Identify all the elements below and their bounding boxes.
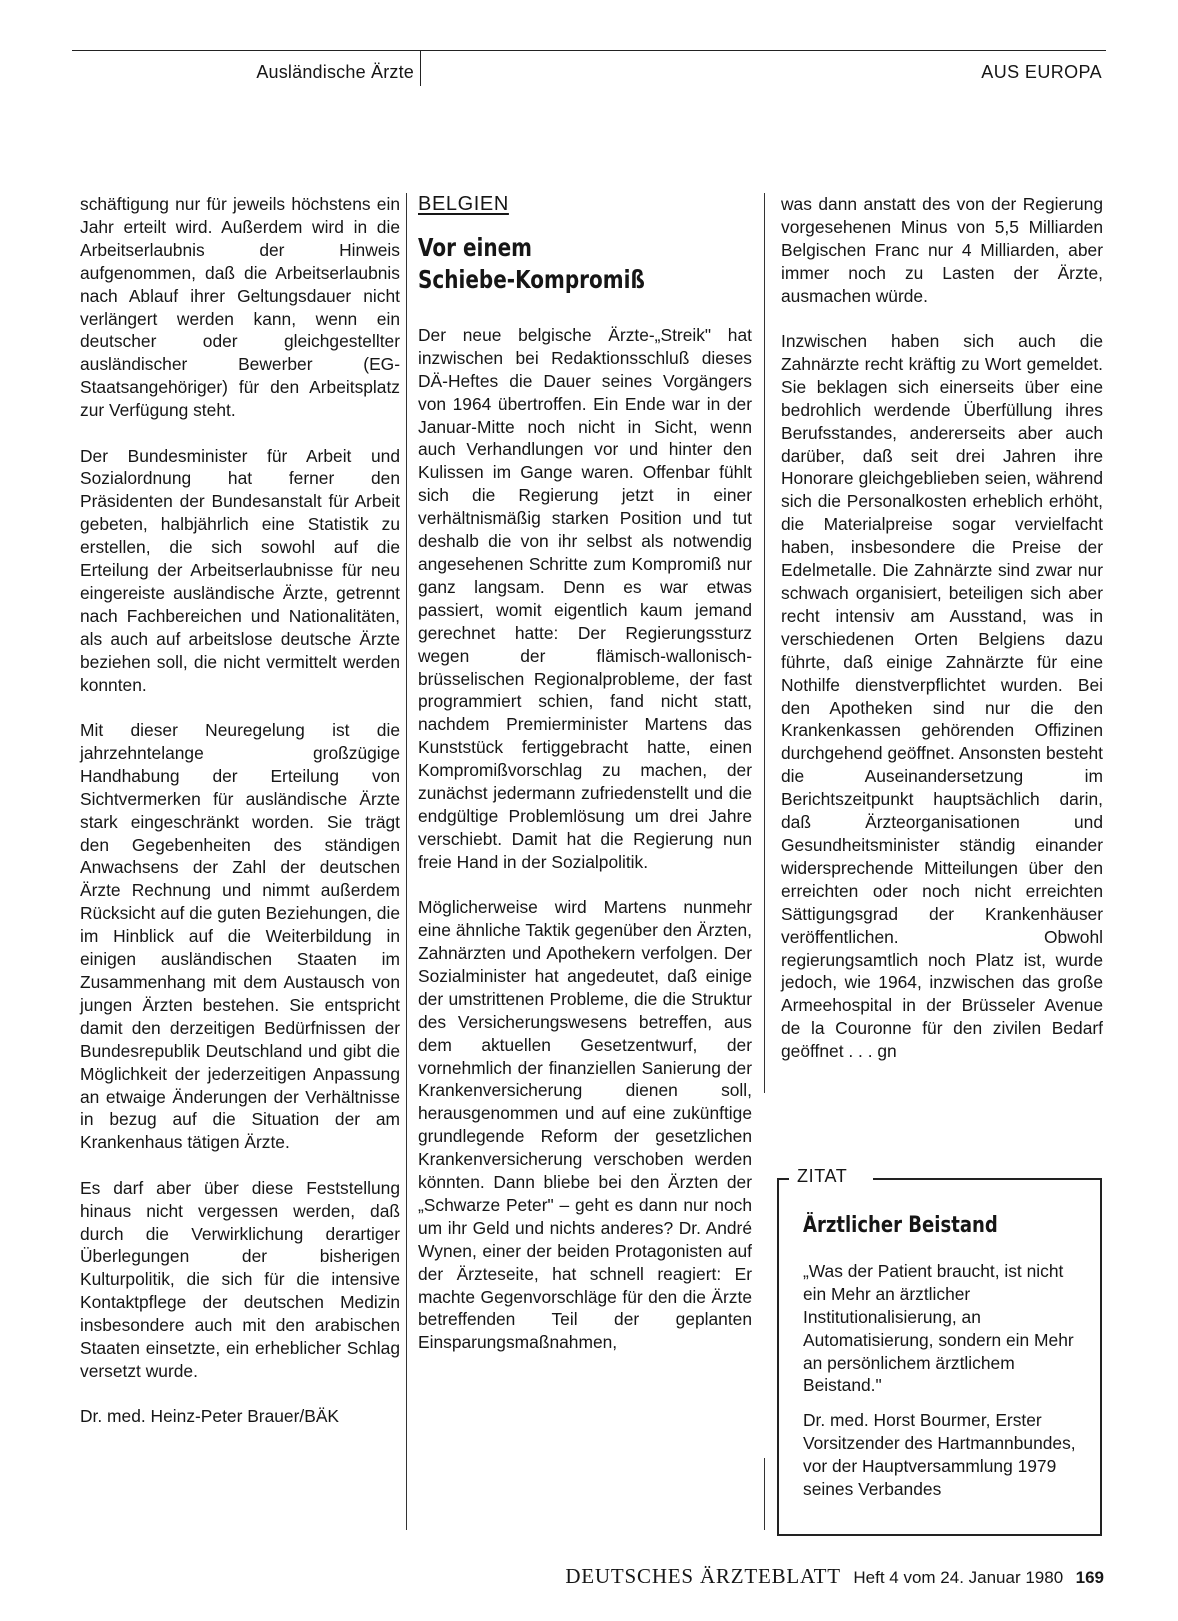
header-rule [72,50,1106,51]
col1-paragraph-3: Mit dieser Neuregelung ist die jahrzehntelange großzügige Handhabung der Erteilung von Sichtvermerken für ausländische Ärzte stark eingeschränkt worden. Sie trägt den Gegebenheiten des ständigen Anwachsens der Zahl der deutschen Ärzte Rechnung und nimmt außerdem Rücksicht auf die guten Beziehungen, die im Hinblick auf die Weiterbildung in einigen ausländischen Staaten im Zusammenhang mit dem Austausch von jungen Ärzten bestehen. Sie entspricht damit den derzeitigen Bedürfnissen der Bundesrepublik Deutschland und gibt die Möglichkeit der jederzeitigen Anpassung an etwaige Änderungen der Verhältnisse in bezug auf die Situation der am Krankenhaus tätigen Ärzte. [80,720,401,1153]
column-2 [418,193,752,1377]
col2-paragraph-2: Möglicherweise wird Martens nunmehr eine ähnliche Taktik gegenüber den Ärzten, Zahnärzten und Apothekern verfolgen. Der Sozialminister hat angedeutet, daß einige der umstrittenen Probleme, die die Struktur des Versicherungswesens betreffen, aus dem aktuellen Gesetzentwurf, der vornehmlich der finanziellen Sanierung der Krankenversicherung dienen soll, herausgenommen und auf eine zukünftige grundlegende Reform der gesetzlichen Krankenversicherung verschoben werden könnten. Dann bliebe bei den Ärzten der „Schwarze Peter" – geht es dann nur noch um ihr Geld und nichts anderes? Dr. André Wynen, einer der beiden Protagonisten auf der Ärzteseite, hat schnell reagiert: Er machte Gegenvorschläge für den die Ärzte betreffenden Teil der geplanten Einsparungsmaßnahmen, [418,897,752,1353]
headline-line-2: Schiebe-Kompromiß [418,264,645,294]
col2-paragraph-1: Der neue belgische Ärzte-„Streik" hat inzwischen bei Redaktionsschluß dieses DÄ-Heftes die Dauer seines Vorgängers von 1964 übertroffen. Ein Ende war in der Januar-Mitte noch nicht in Sicht, wenn auch Verhandlungen vor und hinter den Kulissen im Gange waren. Offenbar fühlt sich die Regierung jetzt in einer verhältnismäßig starken Position und tut deshalb die von ihr selbst als notwendig angesehenen Schritte zum Kompromiß nur ganz langsam. Denn es war etwas passiert, womit eigentlich kaum jemand gerechnet hatte: Der Regierungssturz wegen der flämisch-wallonisch-brüsselischen Regionalprobleme, der fast programmiert schien, fand nicht statt, nachdem Premierminister Martens das Kunststück fertiggebracht hatte, einen Kompromißvorschlag zu machen, der zunächst jedermann zufriedenstellt und die endgültige Problemlösung um drei Jahre verschiebt. Damit hat die Regierung nun freie Hand in der Sozialpolitik. [418,324,752,872]
quote-title: Ärztlicher Beistand [803,1213,998,1238]
column-3 [781,193,1103,1086]
column-divider-1 [406,193,407,1530]
quote-content [803,1215,1085,1513]
column-divider-2 [764,193,765,1093]
quote-text: „Was der Patient braucht, ist nicht ein Mehr an ärztlicher Institutionalisierung, an Automatisierung, sondern ein Mehr an persönlichem ärztlichem Beistand." [803,1260,1074,1396]
article-headline [418,232,754,296]
section-label: AUS EUROPA [981,62,1102,82]
section-title: Ausländische Ärzte [256,62,414,82]
col1-paragraph-2: Der Bundesminister für Arbeit und Sozialordnung hat ferner den Präsidenten der Bundesanstalt für Arbeit gebeten, halbjährlich eine Statistik zu erstellen, die sich sowohl auf die Erteilung der Arbeitserlaubnisse für neu eingereiste ausländische Ärzte, getrennt nach Fachbereichen und Nationalitäten, als auch auf arbeitslose deutsche Ärzte beziehen soll, die nicht vermittelt werden konnten. [80,445,400,695]
col3-paragraph-2: Inzwischen haben sich auch die Zahnärzte recht kräftig zu Wort gemeldet. Sie beklagen sich einerseits über eine bedrohlich werdende Überfüllung ihres Berufsstandes, andererseits aber auch darüber, daß seit drei Jahren ihre Honorare gleichgeblieben seien, während sich die Personalkosten erheblich erhöht, die Materialpreise sogar vervielfacht haben, insbesondere die Preise der Edelmetalle. Die Zahnärzte sind zwar nur schwach organisiert, beteiligen sich aber recht intensiv am Ausstand, was in verschiedenen Orten Belgiens dazu führte, daß einige Zahnärzte für eine Nothilfe dienstverpflichtet wurden. Bei den Apotheken sind nur die den Krankenkassen gehörenden Offizinen durchgehend geöffnet. Ansonsten besteht die Auseinandersetzung im Berichtszeitpunkt hauptsächlich darin, daß Ärzteorganisationen und Gesundheitsminister ständig einander widersprechende Mitteilungen über den erreichten oder noch nicht erreichten Sättigungsgrad der Krankenhäuser veröffentlichen. Obwohl regierungsamtlich noch Platz ist, wurde jedoch, wie 1964, inzwischen das große Armeehospital in der Brüsseler Avenue de la Couronne für den zivilen Bedarf geöffnet . . . gn [781,331,1103,1062]
quote-source: Dr. med. Horst Bourmer, Erster Vorsitzender des Hartmannbundes, vor der Hauptversammlung 1979 seines Verbandes [803,1410,1076,1500]
col3-paragraph-1: was dann anstatt des von der Regierung vorgesehenen Minus von 5,5 Milliarden Belgischen Franc nur 4 Milliarden, aber immer noch zu Lasten der Ärzte, ausmachen würde. [781,194,1103,306]
journal-name: DEUTSCHES ÄRZTEBLATT [565,1564,841,1588]
quote-label: ZITAT [797,1166,848,1186]
header-divider [420,50,421,86]
page-number: 169 [1075,1568,1104,1587]
page-footer [565,1564,1104,1589]
article-kicker: BELGIEN [418,193,509,215]
issue-info: Heft 4 vom 24. Januar 1980 [853,1568,1064,1587]
col1-author: Dr. med. Heinz-Peter Brauer/BÄK [80,1406,340,1427]
headline-line-1: Vor einem [418,232,533,262]
column-divider-2b [764,1458,765,1530]
col1-paragraph-1: schäftigung nur für jeweils höchstens ein Jahr erteilt wird. Außerdem wird in die Arbeitserlaubnis der Hinweis aufgenommen, daß die Arbeitserlaubnis nach Ablauf ihrer Geltungsdauer nicht verlängert werden kann, wenn ein deutscher oder gleichgestellter ausländischer Bewerber (EG-Staatsangehöriger) für den Arbeitsplatz zur Verfügung steht. [80,194,400,421]
column-1 [80,193,400,1451]
col1-paragraph-4: Es darf aber über diese Feststellung hinaus nicht vergessen werden, daß durch die Verwirklichung derartiger Überlegungen der bisherigen Kulturpolitik, die sich für die intensive Kontaktpflege der deutschen Medizin insbesondere auch mit den arabischen Staaten einsetzte, ein erheblicher Schlag versetzt wurde. [80,1177,400,1381]
